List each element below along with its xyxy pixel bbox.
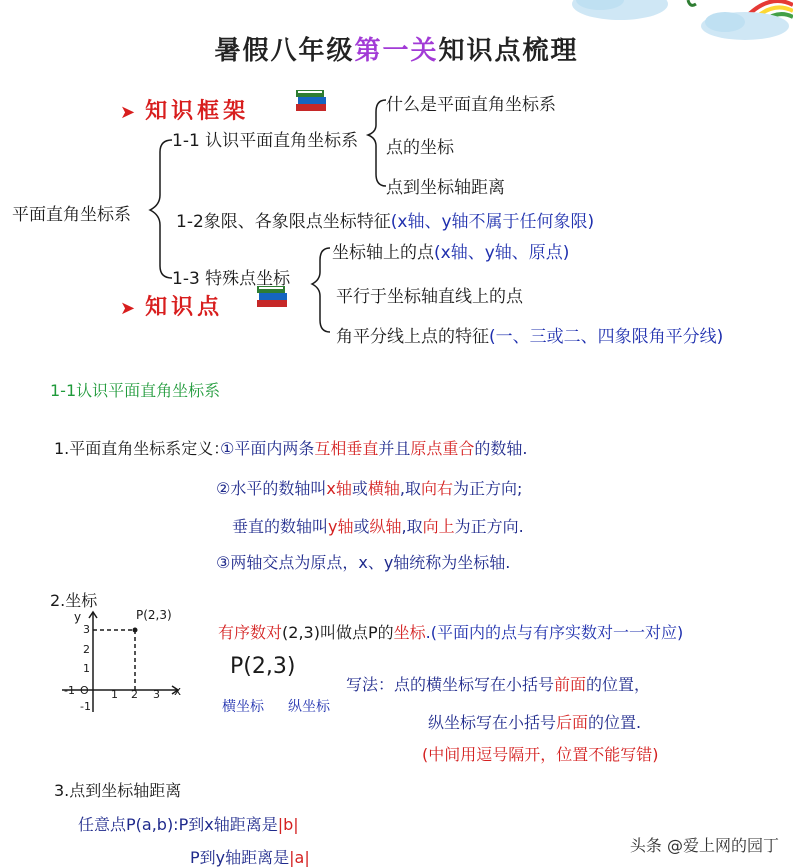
graph-origin: O — [80, 684, 89, 697]
distance-heading: 3.点到坐标轴距离 — [54, 781, 182, 800]
title-highlight: 第一关 — [354, 36, 439, 66]
label-y-coordinate: 纵坐标 — [288, 699, 330, 715]
leaf-icon — [688, 0, 696, 5]
tree-n3-child-3 — [336, 322, 723, 347]
tree-node-1: 1-1 认识平面直角坐标系 — [172, 131, 359, 151]
tree-n3-child-3-note: (一、三或二、四象限角平分线) — [489, 327, 724, 347]
title-post: 知识点梳理 — [438, 36, 579, 66]
graph-x-tick-1: 1 — [111, 688, 118, 701]
tree-n3-child-3-label: 角平分线上点的特征 — [336, 327, 489, 347]
coord-heading: 2.坐标 — [50, 591, 98, 610]
tree-n3-child-1-label: 坐标轴上的点 — [332, 243, 434, 263]
coord-statement: 有序数对(2,3)叫做点P的坐标.(平面内的点与有序实数对一一对应) — [218, 623, 684, 642]
section-points-label: 知识点 — [145, 295, 224, 320]
tree-n3-child-1-note: (x轴、y轴、原点) — [434, 243, 570, 263]
book-icon — [294, 86, 328, 114]
graph-y-tick-1: 1 — [83, 662, 90, 675]
section-points — [120, 290, 223, 321]
tree-node-2 — [176, 207, 594, 232]
arrow-icon: ➤ — [120, 102, 140, 123]
tree-n3-child-2: 平行于坐标轴直线上的点 — [336, 287, 523, 307]
definition-label: 1.平面直角坐标系定义： — [54, 439, 230, 458]
writing-line-1: 写法：点的横坐标写在小括号前面的位置， — [346, 675, 651, 694]
writing-line-2: 纵坐标写在小括号后面的位置. — [428, 713, 642, 732]
writing-line-3: (中间用逗号隔开，位置不能写错) — [422, 745, 659, 764]
graph-neg1-y: -1 — [80, 700, 91, 713]
tree-root: 平面直角坐标系 — [12, 205, 131, 225]
definition-line-4: ③两轴交点为原点，x、y轴统称为坐标轴. — [216, 553, 511, 572]
tree-n3-child-1 — [332, 238, 569, 263]
graph-y-label: y — [74, 610, 82, 624]
tree-node-3: 1-3 特殊点坐标 — [172, 269, 291, 289]
tree-n1-child-1: 什么是平面直角坐标系 — [386, 95, 556, 115]
point-p — [133, 628, 138, 633]
tree-n1-child-2: 点的坐标 — [386, 138, 454, 158]
graph-x-tick-3: 3 — [153, 688, 160, 701]
distance-line-2: P到y轴距离是|a| — [190, 848, 310, 867]
section-framework — [120, 94, 249, 125]
point-notation: P(2,3) — [230, 654, 296, 679]
graph-y-tick-3: 3 — [83, 623, 90, 636]
definition-line-1: ①平面内两条互相垂直并且原点重合的数轴. — [220, 439, 528, 458]
definition-line-2: ②水平的数轴叫x轴或横轴,取向右为正方向; — [216, 479, 523, 498]
watermark: 头条 @爱上网的园丁 — [629, 836, 779, 855]
section-1-1-heading: 1-1认识平面直角坐标系 — [50, 381, 221, 400]
graph-x-label: x — [174, 684, 182, 698]
graph-y-tick-2: 2 — [83, 643, 90, 656]
section-framework-label: 知识框架 — [145, 99, 250, 124]
tree-node-2-note: (x轴、y轴不属于任何象限) — [390, 212, 595, 232]
label-x-coordinate: 横坐标 — [222, 699, 264, 715]
tree-node-2-label: 1-2象限、各象限点坐标特征 — [176, 212, 391, 232]
graph-point-label: P(2,3) — [136, 608, 172, 622]
cloud-icon — [572, 0, 668, 20]
arrow-icon: ➤ — [120, 298, 140, 319]
graph-x-tick-2: 2 — [131, 688, 138, 701]
title-pre: 暑假八年级 — [214, 36, 355, 66]
tree-n1-child-3: 点到坐标轴距离 — [386, 178, 505, 198]
definition-line-3: 垂直的数轴叫y轴或纵轴,取向上为正方向. — [232, 517, 524, 536]
page-title — [0, 30, 793, 67]
distance-line-1: 任意点P(a,b):P到x轴距离是|b| — [78, 815, 299, 834]
coordinate-graph — [62, 612, 178, 712]
graph-neg1-x: -1 — [64, 684, 75, 697]
